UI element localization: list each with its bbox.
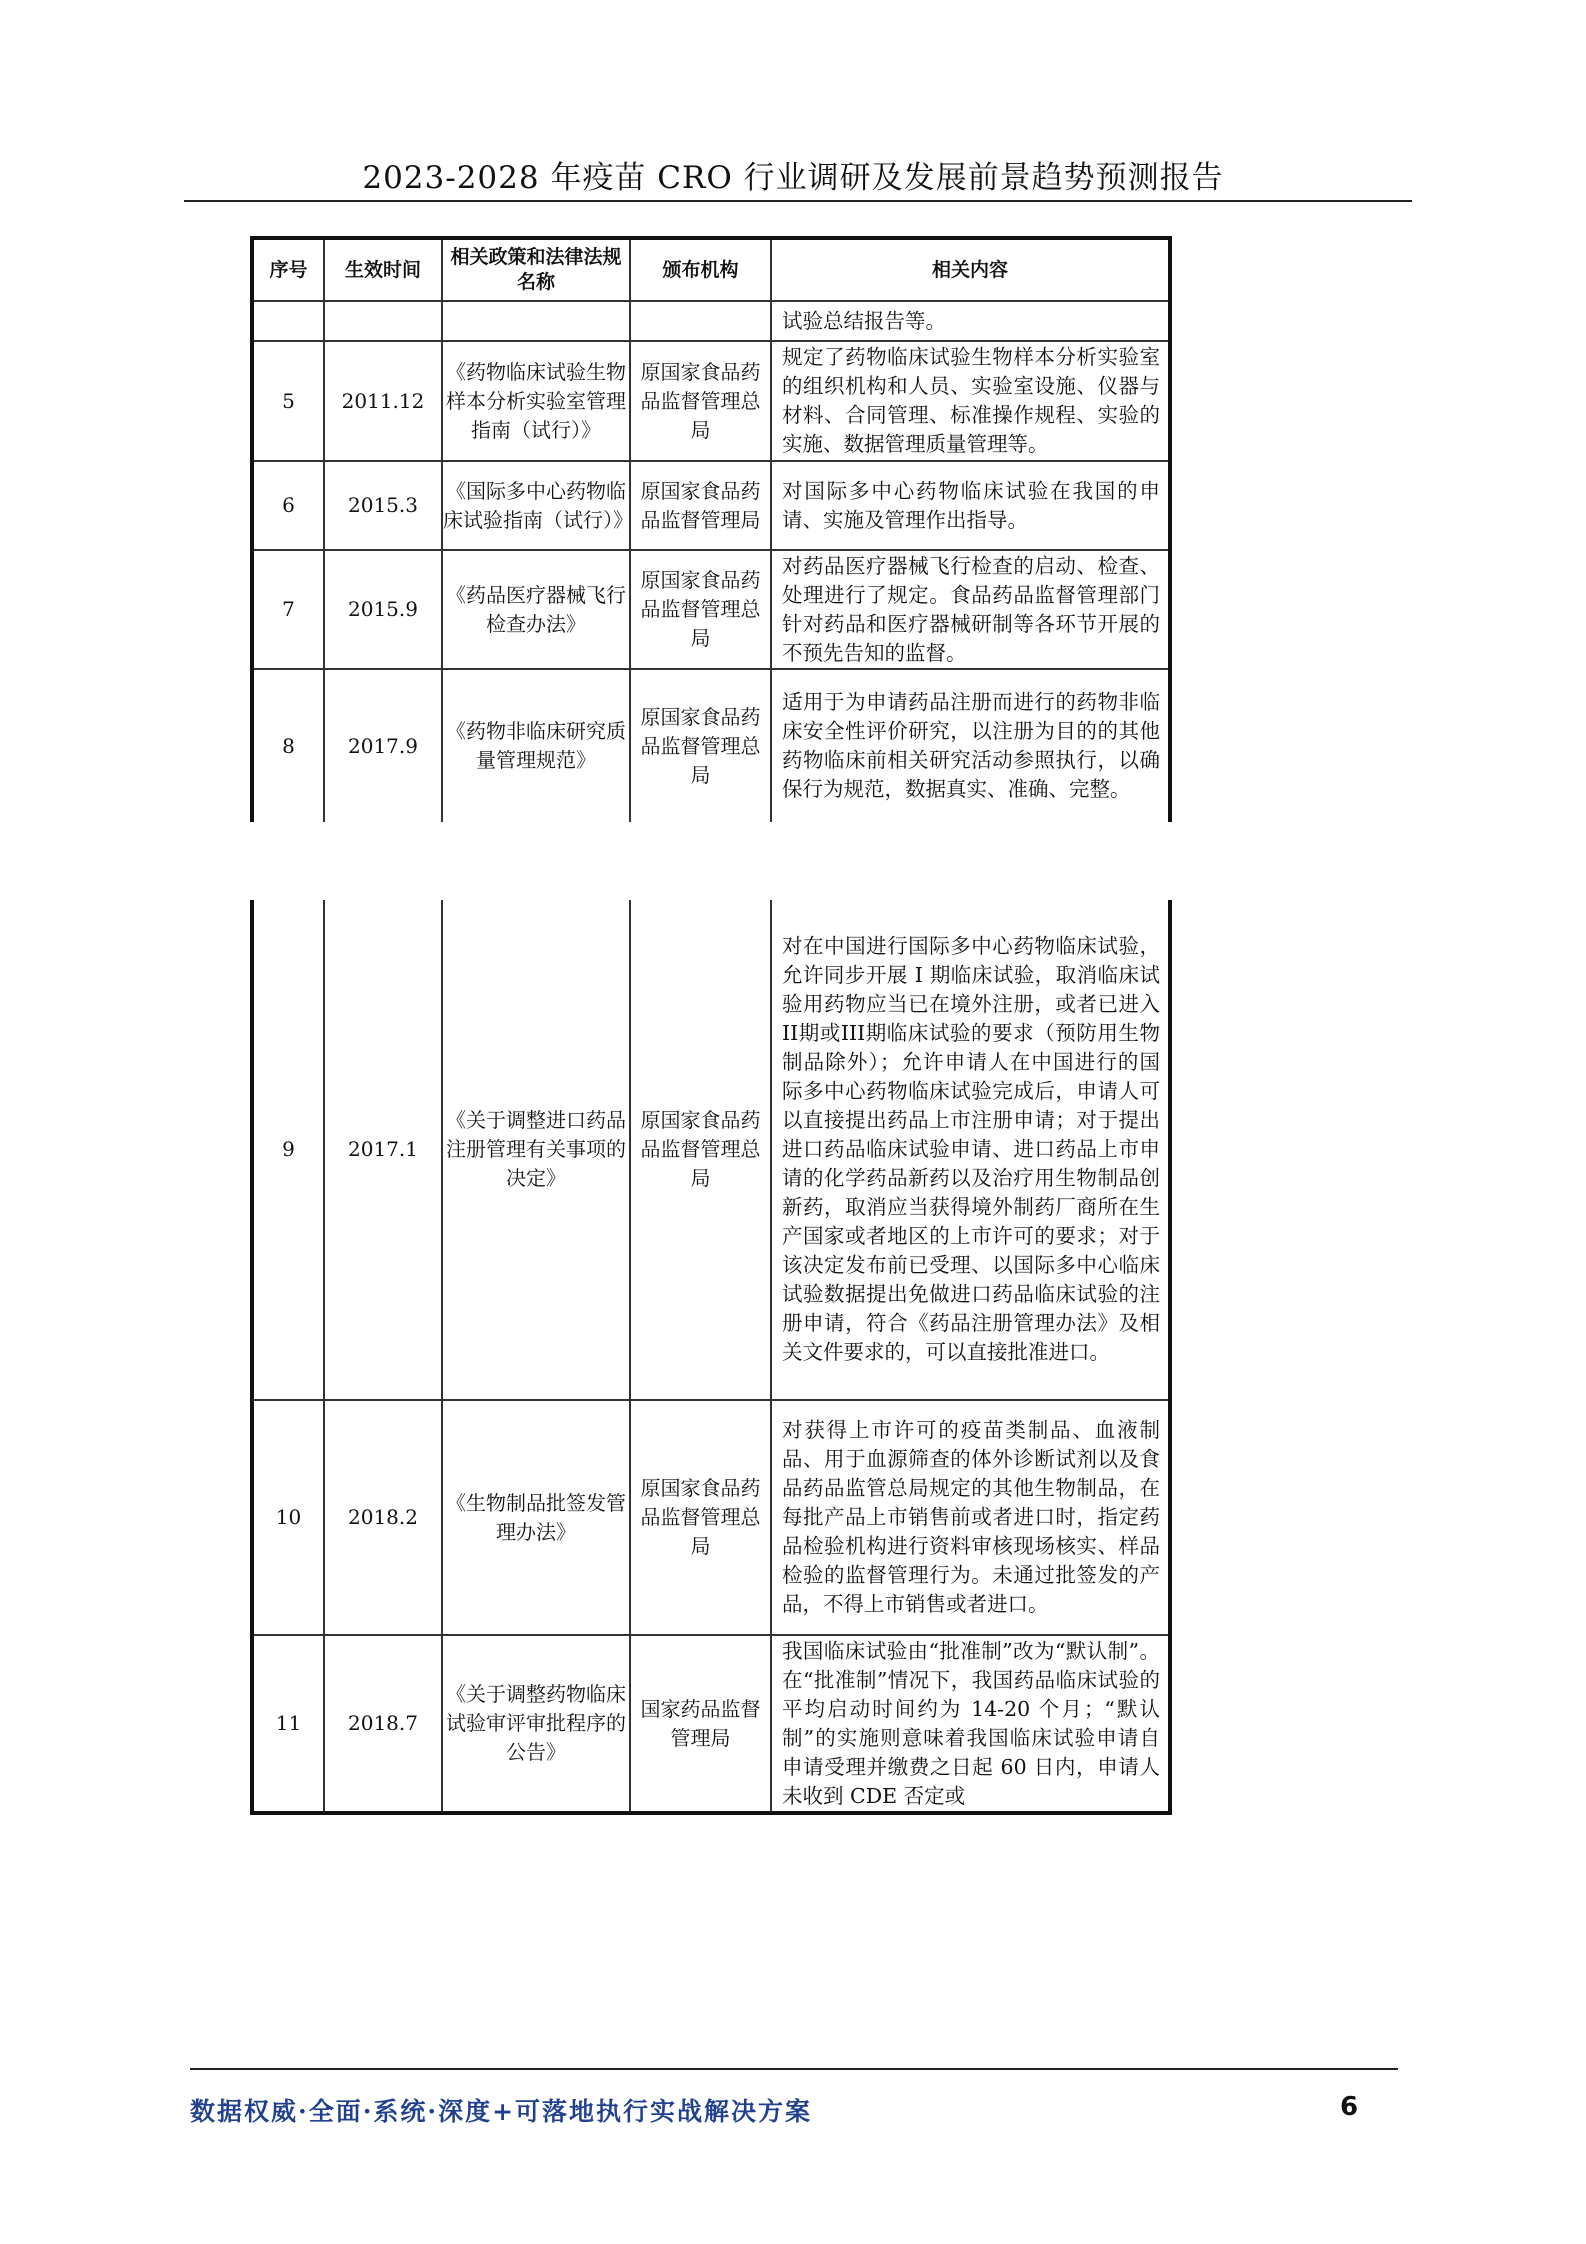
row-agency: 原国家食品药品监督管理总局 (630, 900, 771, 1400)
row-name: 《生物制品批签发管理办法》 (442, 1400, 630, 1635)
row-content: 对在中国进行国际多中心药物临床试验，允许同步开展 I 期临床试验，取消临床试验用药物应当已在境外注册，或者已进入II期或III期临床试验的要求（预防用生物制品除外）；允许申请人在中国进行的国际多中心药物临床试验完成后，申请人可以直接提出药品上市注册申请；对于提出进口药品临床试验申请、进口药品上市申请的化学药品新药以及治疗用生物制品创新药，取消应当获得境外制药厂商所在生产国家或者地区的上市许可的要求；对于该决定发布前已受理、以国际多中心临床试验数据提出免做进口药品临床试验的注册申请，符合《药品注册管理办法》及相关文件要求的，可以直接批准进口。 (771, 900, 1170, 1400)
row-content: 规定了药物临床试验生物样本分析实验室的组织机构和人员、实验室设施、仪器与材料、合同管理、标准操作规程、实验的实施、数据管理质量管理等。 (771, 341, 1170, 461)
table-header-row (252, 238, 1170, 301)
row-content: 我国临床试验由“批准制”改为“默认制”。在“批准制”情况下，我国药品临床试验的平均启动时间约为 14-20 个月；“默认制”的实施则意味着我国临床试验申请自申请受理并缴费之日起 60 日内，申请人未收到 CDE 否定或 (771, 1635, 1170, 1813)
row-content: 试验总结报告等。 (771, 301, 1170, 341)
row-agency: 原国家食品药品监督管理总局 (630, 341, 771, 461)
page-number: 6 (1340, 2092, 1359, 2122)
footer-slogan: 数据权威·全面·系统·深度+可落地执行实战解决方案 (190, 2097, 813, 2126)
report-title: 2023-2028 年疫苗 CRO 行业调研及发展前景趋势预测报告 (362, 160, 1224, 196)
row-date: 2015.3 (324, 461, 442, 550)
column-header-agency: 颁布机构 (630, 238, 771, 301)
row-name (442, 301, 630, 341)
row-agency (630, 301, 771, 341)
row-agency: 原国家食品药品监督管理总局 (630, 1400, 771, 1635)
row-date: 2018.2 (324, 1400, 442, 1635)
row-content: 对药品医疗器械飞行检查的启动、检查、处理进行了规定。食品药品监督管理部门针对药品和医疗器械研制等各环节开展的不预先告知的监督。 (771, 550, 1170, 669)
column-header-content: 相关内容 (771, 238, 1170, 301)
table-row (252, 669, 1170, 822)
row-no: 10 (252, 1400, 324, 1635)
row-no: 9 (252, 900, 324, 1400)
regulation-table-part2 (250, 900, 1172, 1815)
row-name: 《药物非临床研究质量管理规范》 (442, 669, 630, 822)
table-row (252, 461, 1170, 550)
table-row (252, 1635, 1170, 1813)
row-date: 2017.9 (324, 669, 442, 822)
row-content: 对获得上市许可的疫苗类制品、血液制品、用于血源筛查的体外诊断试剂以及食品药品监管总局规定的其他生物制品，在每批产品上市销售前或者进口时，指定药品检验机构进行资料审核现场核实、样品检验的监督管理行为。未通过批签发的产品，不得上市销售或者进口。 (771, 1400, 1170, 1635)
regulation-table-part1 (250, 236, 1172, 822)
row-name: 《关于调整药物临床试验审评审批程序的公告》 (442, 1635, 630, 1813)
row-name: 《国际多中心药物临床试验指南（试行）》 (442, 461, 630, 550)
row-no: 6 (252, 461, 324, 550)
row-no (252, 301, 324, 341)
row-no: 7 (252, 550, 324, 669)
row-date (324, 301, 442, 341)
row-date: 2015.9 (324, 550, 442, 669)
row-date: 2011.12 (324, 341, 442, 461)
row-agency: 原国家食品药品监督管理总局 (630, 669, 771, 822)
row-name: 《药品医疗器械飞行检查办法》 (442, 550, 630, 669)
table-row (252, 550, 1170, 669)
table-row (252, 1400, 1170, 1635)
row-agency: 原国家食品药品监督管理总局 (630, 550, 771, 669)
row-agency: 原国家食品药品监督管理局 (630, 461, 771, 550)
table-row (252, 341, 1170, 461)
row-content: 适用于为申请药品注册而进行的药物非临床安全性评价研究，以注册为目的的其他药物临床前相关研究活动参照执行，以确保行为规范，数据真实、准确、完整。 (771, 669, 1170, 822)
table-row (252, 900, 1170, 1400)
header-divider (184, 200, 1412, 202)
row-date: 2017.1 (324, 900, 442, 1400)
row-date: 2018.7 (324, 1635, 442, 1813)
row-name: 《关于调整进口药品注册管理有关事项的决定》 (442, 900, 630, 1400)
row-no: 5 (252, 341, 324, 461)
column-header-date: 生效时间 (324, 238, 442, 301)
table-row (252, 301, 1170, 341)
row-content: 对国际多中心药物临床试验在我国的申请、实施及管理作出指导。 (771, 461, 1170, 550)
row-no: 8 (252, 669, 324, 822)
row-name: 《药物临床试验生物样本分析实验室管理指南（试行）》 (442, 341, 630, 461)
footer-divider (190, 2068, 1398, 2070)
row-agency: 国家药品监督管理局 (630, 1635, 771, 1813)
row-no: 11 (252, 1635, 324, 1813)
column-header-name: 相关政策和法律法规名称 (442, 238, 630, 301)
column-header-no: 序号 (252, 238, 324, 301)
